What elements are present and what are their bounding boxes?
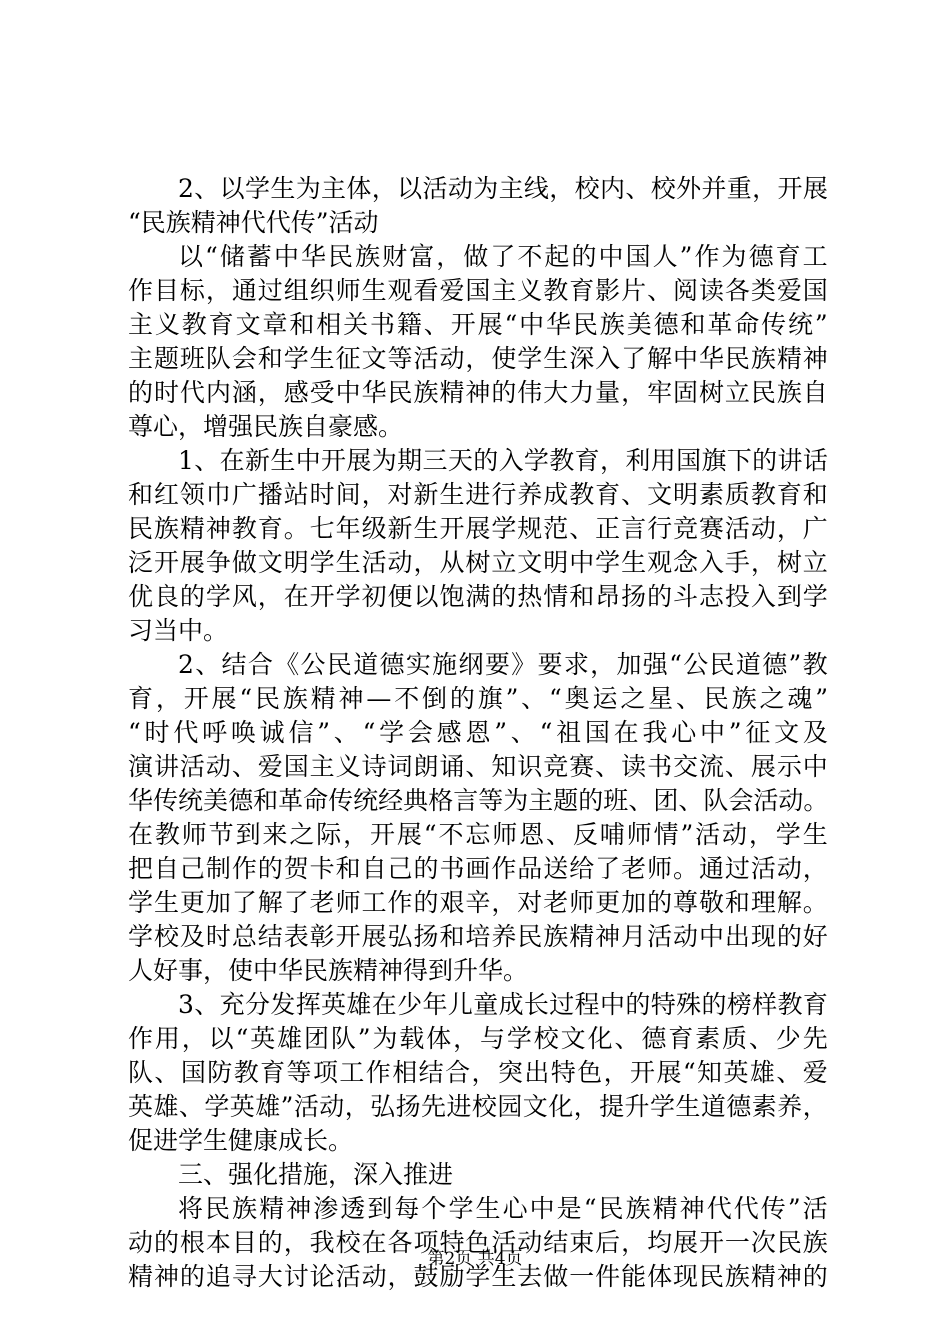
page-footer: 第2页 共4页 [427, 1249, 523, 1269]
text-line: 优 良 的 学 风 ， 在 开 学 初 便 以 饱 满 的 热 情 和 昂 扬 的 斗 志 投 入 到 学 [128, 582, 828, 611]
text-line: 将 民 族 精 神 渗 透 到 每 个 学 生 心 中 是 “ 民 族 精 神 代 代 传 ” 活 [178, 1194, 828, 1223]
text-line: 演 讲 活 动 、 爱 国 主 义 诗 词 朗 诵 、 知 识 竞 赛 、 读 书 交 流 、 展 示 中 [128, 752, 828, 781]
text-line [128, 1158, 828, 1192]
text-line: 泛 开 展 争 做 文 明 学 生 活 动 ， 从 树 立 文 明 中 学 生 观 念 入 手 ， 树 立 [128, 548, 828, 577]
text-line: 英 雄 、 学 英 雄 ” 活 动 ， 弘 扬 先 进 校 园 文 化 ， 提 升 学 生 道 德 素 养 ， [128, 1092, 828, 1121]
text-line-content: “民族精神代代传”活动 [128, 208, 379, 237]
text-line [128, 410, 828, 444]
text-line: 2 、 结 合 《 公 民 道 德 实 施 纲 要 》 要 求 ， 加 强 “ 公 民 道 德 ” 教 [178, 650, 828, 679]
text-line: 学 校 及 时 总 结 表 彰 开 展 弘 扬 和 培 养 民 族 精 神 月 活 动 中 出 现 的 好 [128, 922, 828, 951]
text-line-content: 尊心，增强民族自豪感。 [128, 412, 404, 441]
text-line: 2 、 以 学 生 为 主 体 ， 以 活 动 为 主 线 ， 校 内 、 校 外 并 重 ， 开 展 [178, 174, 828, 203]
text-line: 主 题 班 队 会 和 学 生 征 文 等 活 动 ， 使 学 生 深 入 了 解 中 华 民 族 精 神 [128, 344, 828, 373]
text-line: 在 教 师 节 到 来 之 际 ， 开 展 “ 不 忘 师 恩 、 反 哺 师 情 ” 活 动 ， 学 生 [128, 820, 828, 849]
text-line [128, 614, 828, 648]
text-line: 主 义 教 育 文 章 和 相 关 书 籍 、 开 展 “ 中 华 民 族 美 德 和 革 命 传 统 ” [128, 310, 828, 339]
text-line: “ 时 代 呼 唤 诚 信 ” 、 “ 学 会 感 恩 ” 、 “ 祖 国 在 我 心 中 ” 征 文 及 [128, 718, 828, 747]
text-line [128, 206, 828, 240]
text-line: 民 族 精 神 教 育 。 七 年 级 新 生 开 展 学 规 范 、 正 言 行 竞 赛 活 动 ， 广 [128, 514, 828, 543]
text-line: 精 神 的 追 寻 大 讨 论 活 动 ， 鼓 励 学 生 去 做 一 件 能 体 现 民 族 精 神 的 [128, 1262, 828, 1291]
text-line-content: 促进学生健康成长。 [128, 1126, 354, 1155]
text-line: 华 传 统 美 德 和 革 命 传 统 经 典 格 言 等 为 主 题 的 班 、 团 、 队 会 活 动 。 [128, 786, 828, 815]
text-line: 的 时 代 内 涵 ， 感 受 中 华 民 族 精 神 的 伟 大 力 量 ， 牢 固 树 立 民 族 自 [128, 378, 828, 407]
text-line [128, 954, 828, 988]
text-line: 学 生 更 加 了 解 了 老 师 工 作 的 艰 辛 ， 对 老 师 更 加 的 尊 敬 和 理 解 。 [128, 888, 828, 917]
text-line: 把 自 己 制 作 的 贺 卡 和 自 己 的 书 画 作 品 送 给 了 老 师 。 通 过 活 动 ， [128, 854, 828, 883]
text-line-content: 习当中。 [128, 616, 229, 645]
text-line: 1 、 在 新 生 中 开 展 为 期 三 天 的 入 学 教 育 ， 利 用 国 旗 下 的 讲 话 [178, 446, 828, 475]
text-line: 动 的 根 本 目 的 ， 我 校 在 各 项 特 色 活 动 结 束 后 ， 均 展 开 一 次 民 族 [128, 1228, 828, 1257]
text-line-content: 三、强化措施，深入推进 [178, 1160, 454, 1189]
text-line: 育 ， 开 展 “ 民 族 精 神 — 不 倒 的 旗 ” 、 “ 奥 运 之 星 、 民 族 之 魂 ” [128, 684, 828, 713]
text-line: 作 目 标 ， 通 过 组 织 师 生 观 看 爱 国 主 义 教 育 影 片 、 阅 读 各 类 爱 国 [128, 276, 828, 305]
text-line: 3 、 充 分 发 挥 英 雄 在 少 年 儿 童 成 长 过 程 中 的 特 殊 的 榜 样 教 育 [178, 990, 828, 1019]
text-line-content: 人好事，使中华民族精神得到升华。 [128, 956, 529, 985]
text-line: 队 、 国 防 教 育 等 项 工 作 相 结 合 ， 突 出 特 色 ， 开 展 “ 知 英 雄 、 爱 [128, 1058, 828, 1087]
text-line: 作 用 ， 以 “ 英 雄 团 队 ” 为 载 体 ， 与 学 校 文 化 、 德 育 素 质 、 少 先 [128, 1024, 828, 1053]
text-line: 和 红 领 巾 广 播 站 时 间 ， 对 新 生 进 行 养 成 教 育 、 文 明 素 质 教 育 和 [128, 480, 828, 509]
document-body [128, 172, 828, 1294]
text-line [128, 1124, 828, 1158]
text-line: 以 “ 储 蓄 中 华 民 族 财 富 ， 做 了 不 起 的 中 国 人 ” 作 为 德 育 工 [178, 242, 828, 271]
